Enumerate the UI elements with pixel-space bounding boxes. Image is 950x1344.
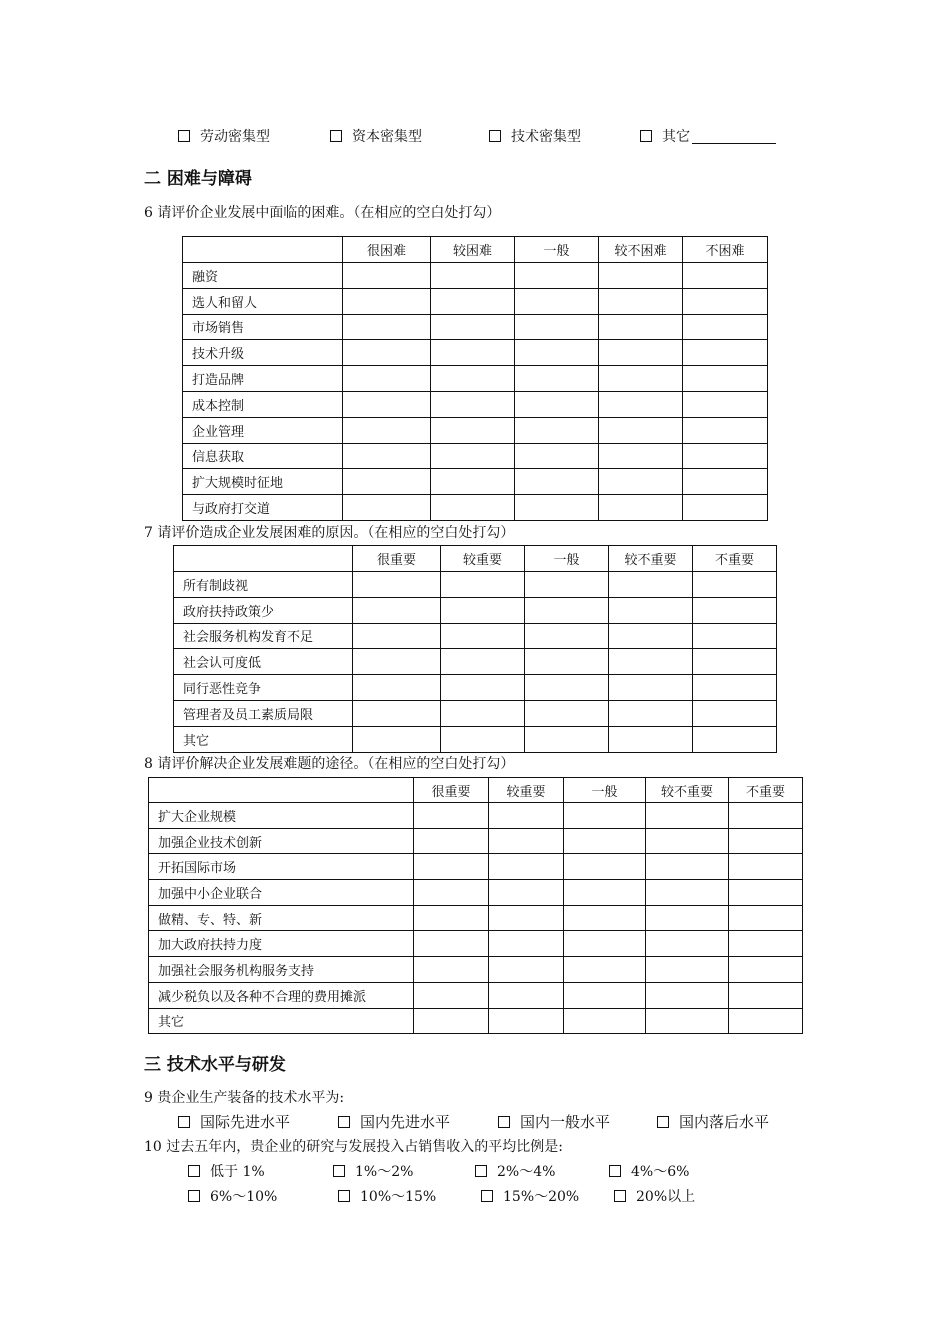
table-row <box>174 675 777 701</box>
rating-cell[interactable] <box>431 263 515 289</box>
rating-cell[interactable] <box>343 495 431 521</box>
rating-cell[interactable] <box>353 675 441 701</box>
rating-cell[interactable] <box>729 905 803 931</box>
table-row <box>174 649 777 675</box>
rating-cell[interactable] <box>343 263 431 289</box>
rating-cell[interactable] <box>343 443 431 469</box>
rating-cell[interactable] <box>353 623 441 649</box>
table-row <box>149 803 803 829</box>
rating-cell[interactable] <box>683 366 768 392</box>
row-label: 加强中小企业联合 <box>149 880 414 906</box>
rating-cell[interactable] <box>525 572 609 598</box>
row-label: 社会服务机构发育不足 <box>174 623 353 649</box>
rating-cell[interactable] <box>599 314 683 340</box>
column-header: 一般 <box>525 546 609 572</box>
rating-cell[interactable] <box>515 443 599 469</box>
rating-cell[interactable] <box>489 803 564 829</box>
checkbox[interactable] <box>178 1116 190 1128</box>
rating-cell[interactable] <box>441 649 525 675</box>
rating-cell[interactable] <box>729 982 803 1008</box>
question-7-text: 7 请评价造成企业发展困难的原因。（在相应的空白处打勾） <box>144 525 515 541</box>
column-header: 较重要 <box>441 546 525 572</box>
row-label: 与政府打交道 <box>183 495 343 521</box>
rating-cell[interactable] <box>564 854 646 880</box>
rating-cell[interactable] <box>515 366 599 392</box>
rating-cell[interactable] <box>683 314 768 340</box>
checkbox[interactable] <box>188 1190 200 1202</box>
rating-cell[interactable] <box>525 597 609 623</box>
rating-cell[interactable] <box>441 572 525 598</box>
column-header: 不困难 <box>683 237 768 263</box>
rating-cell[interactable] <box>353 597 441 623</box>
rating-cell[interactable] <box>525 700 609 726</box>
checkbox[interactable] <box>481 1190 493 1202</box>
rating-cell[interactable] <box>414 905 489 931</box>
column-header: 较不重要 <box>609 546 693 572</box>
section-heading-tech: 三 技术水平与研发 <box>144 1055 286 1075</box>
option-tech-intensive[interactable]: 技术密集型 <box>489 128 581 146</box>
rating-cell[interactable] <box>431 469 515 495</box>
column-header: 较重要 <box>489 778 564 803</box>
rating-cell[interactable] <box>564 880 646 906</box>
rating-cell[interactable] <box>515 263 599 289</box>
column-header: 较困难 <box>431 237 515 263</box>
option-rd-10-15[interactable]: 10%～15% <box>338 1188 436 1206</box>
row-label: 所有制歧视 <box>174 572 353 598</box>
rating-cell[interactable] <box>525 649 609 675</box>
rating-cell[interactable] <box>646 1008 729 1034</box>
row-label: 其它 <box>174 726 353 752</box>
checkbox[interactable] <box>498 1116 510 1128</box>
table-row <box>183 469 768 495</box>
row-label: 扩大规模时征地 <box>183 469 343 495</box>
rating-cell[interactable] <box>353 726 441 752</box>
table-row <box>149 880 803 906</box>
row-label: 减少税负以及各种不合理的费用摊派 <box>149 982 414 1008</box>
rating-cell[interactable] <box>599 391 683 417</box>
rating-cell[interactable] <box>609 597 693 623</box>
rating-cell[interactable] <box>489 854 564 880</box>
question-6-text: 6 请评价企业发展中面临的困难。（在相应的空白处打勾） <box>144 205 501 221</box>
column-header: 不重要 <box>693 546 777 572</box>
difficulty-rating-table <box>182 236 768 521</box>
rating-cell[interactable] <box>609 649 693 675</box>
rating-cell[interactable] <box>441 597 525 623</box>
rating-cell[interactable] <box>489 957 564 983</box>
rating-cell[interactable] <box>431 391 515 417</box>
checkbox[interactable] <box>475 1165 487 1177</box>
column-header: 较不困难 <box>599 237 683 263</box>
checkbox[interactable] <box>640 130 652 142</box>
rating-cell[interactable] <box>609 572 693 598</box>
option-rd-4-6[interactable]: 4%～6% <box>609 1163 689 1181</box>
table-row <box>149 931 803 957</box>
table-row <box>183 314 768 340</box>
table-row <box>183 263 768 289</box>
option-rd-2-4[interactable]: 2%～4% <box>475 1163 555 1181</box>
rating-cell[interactable] <box>599 263 683 289</box>
rating-cell[interactable] <box>431 443 515 469</box>
rating-cell[interactable] <box>729 1008 803 1034</box>
cause-rating-table <box>173 545 777 753</box>
rating-cell[interactable] <box>441 726 525 752</box>
table-row <box>183 366 768 392</box>
checkbox[interactable] <box>614 1190 626 1202</box>
table-row <box>183 443 768 469</box>
rating-cell[interactable] <box>646 931 729 957</box>
option-domestic-average[interactable]: 国内一般水平 <box>498 1113 610 1131</box>
rating-cell[interactable] <box>609 700 693 726</box>
rating-cell[interactable] <box>343 417 431 443</box>
table-row <box>174 726 777 752</box>
table-row <box>149 957 803 983</box>
option-domestic-lagging[interactable]: 国内落后水平 <box>657 1113 769 1131</box>
option-rd-15-20[interactable]: 15%～20% <box>481 1188 579 1206</box>
column-header: 很重要 <box>414 778 489 803</box>
column-header: 一般 <box>515 237 599 263</box>
table-row <box>183 495 768 521</box>
row-label: 其它 <box>149 1008 414 1034</box>
checkbox[interactable] <box>178 130 190 142</box>
section-heading-difficulties: 二 困难与障碍 <box>144 169 252 189</box>
checkbox[interactable] <box>330 130 342 142</box>
rating-cell[interactable] <box>599 366 683 392</box>
row-label: 管理者及员工素质局限 <box>174 700 353 726</box>
rating-cell[interactable] <box>414 957 489 983</box>
rating-cell[interactable] <box>414 854 489 880</box>
option-rd-1-2[interactable]: 1%～2% <box>333 1163 413 1181</box>
rating-cell[interactable] <box>609 623 693 649</box>
rating-cell[interactable] <box>609 726 693 752</box>
row-label: 市场销售 <box>183 314 343 340</box>
rating-cell[interactable] <box>646 982 729 1008</box>
rating-cell[interactable] <box>564 1008 646 1034</box>
question-10-text: 10 过去五年内，贵企业的研究与发展投入占销售收入的平均比例是: <box>144 1139 563 1155</box>
rating-cell[interactable] <box>414 1008 489 1034</box>
table-row <box>174 597 777 623</box>
row-label: 打造品牌 <box>183 366 343 392</box>
table-row <box>183 417 768 443</box>
rating-cell[interactable] <box>353 700 441 726</box>
column-header: 较不重要 <box>646 778 729 803</box>
rating-cell[interactable] <box>729 957 803 983</box>
rating-cell[interactable] <box>515 314 599 340</box>
rating-cell[interactable] <box>343 366 431 392</box>
rating-cell[interactable] <box>693 572 777 598</box>
rating-cell[interactable] <box>683 443 768 469</box>
checkbox[interactable] <box>338 1116 350 1128</box>
option-other[interactable]: 其它 <box>640 128 776 146</box>
column-header: 一般 <box>564 778 646 803</box>
solution-rating-table <box>148 777 803 1034</box>
rating-cell[interactable] <box>489 828 564 854</box>
rating-cell[interactable] <box>515 288 599 314</box>
rating-cell[interactable] <box>515 391 599 417</box>
rating-cell[interactable] <box>599 340 683 366</box>
table-row <box>174 623 777 649</box>
row-label: 开拓国际市场 <box>149 854 414 880</box>
rating-cell[interactable] <box>729 828 803 854</box>
rating-cell[interactable] <box>414 803 489 829</box>
rating-cell[interactable] <box>414 931 489 957</box>
rating-cell[interactable] <box>414 880 489 906</box>
rating-cell[interactable] <box>343 314 431 340</box>
rating-cell[interactable] <box>683 340 768 366</box>
rating-cell[interactable] <box>343 340 431 366</box>
rating-cell[interactable] <box>683 288 768 314</box>
question-8-text: 8 请评价解决企业发展难题的途径。（在相应的空白处打勾） <box>144 756 515 772</box>
rating-cell[interactable] <box>646 828 729 854</box>
rating-cell[interactable] <box>353 572 441 598</box>
rating-cell[interactable] <box>609 675 693 701</box>
rating-cell[interactable] <box>693 700 777 726</box>
checkbox[interactable] <box>489 130 501 142</box>
table-row <box>183 391 768 417</box>
question-9-text: 9 贵企业生产装备的技术水平为: <box>144 1090 345 1106</box>
rating-cell[interactable] <box>693 649 777 675</box>
rating-cell[interactable] <box>683 495 768 521</box>
table-header-row <box>149 778 803 803</box>
rating-cell[interactable] <box>441 700 525 726</box>
rating-cell[interactable] <box>646 880 729 906</box>
rating-cell[interactable] <box>431 366 515 392</box>
rating-cell[interactable] <box>564 931 646 957</box>
rating-cell[interactable] <box>683 391 768 417</box>
row-label: 同行恶性竞争 <box>174 675 353 701</box>
option-capital-intensive[interactable]: 资本密集型 <box>330 128 422 146</box>
row-label: 信息获取 <box>183 443 343 469</box>
rating-cell[interactable] <box>564 905 646 931</box>
rating-cell[interactable] <box>441 675 525 701</box>
rating-cell[interactable] <box>599 495 683 521</box>
option-domestic-advanced[interactable]: 国内先进水平 <box>338 1113 450 1131</box>
option-rd-below-1[interactable]: 低于 1% <box>188 1163 265 1181</box>
checkbox[interactable] <box>188 1165 200 1177</box>
row-label: 企业管理 <box>183 417 343 443</box>
row-label: 政府扶持政策少 <box>174 597 353 623</box>
rating-cell[interactable] <box>693 726 777 752</box>
rating-cell[interactable] <box>343 288 431 314</box>
table-row <box>149 854 803 880</box>
rating-cell[interactable] <box>414 828 489 854</box>
table-row <box>149 1008 803 1034</box>
row-label: 成本控制 <box>183 391 343 417</box>
rating-cell[interactable] <box>683 469 768 495</box>
rating-cell[interactable] <box>489 982 564 1008</box>
rating-cell[interactable] <box>646 854 729 880</box>
checkbox[interactable] <box>609 1165 621 1177</box>
rating-cell[interactable] <box>599 443 683 469</box>
rating-cell[interactable] <box>599 288 683 314</box>
rating-cell[interactable] <box>646 905 729 931</box>
rating-cell[interactable] <box>525 675 609 701</box>
rating-cell[interactable] <box>693 623 777 649</box>
row-label: 融资 <box>183 263 343 289</box>
rating-cell[interactable] <box>515 495 599 521</box>
option-rd-6-10[interactable]: 6%～10% <box>188 1188 277 1206</box>
rating-cell[interactable] <box>729 854 803 880</box>
row-label: 技术升级 <box>183 340 343 366</box>
fill-in-blank[interactable] <box>692 130 776 144</box>
table-row <box>183 288 768 314</box>
table-row <box>149 982 803 1008</box>
rating-cell[interactable] <box>489 905 564 931</box>
row-label: 加大政府扶持力度 <box>149 931 414 957</box>
rating-cell[interactable] <box>414 982 489 1008</box>
rating-cell[interactable] <box>431 288 515 314</box>
rating-cell[interactable] <box>515 469 599 495</box>
rating-cell[interactable] <box>431 417 515 443</box>
option-rd-above-20[interactable]: 20%以上 <box>614 1188 695 1206</box>
table-row <box>149 905 803 931</box>
rating-cell[interactable] <box>525 623 609 649</box>
rating-cell[interactable] <box>599 469 683 495</box>
rating-cell[interactable] <box>564 957 646 983</box>
rating-cell[interactable] <box>431 314 515 340</box>
rating-cell[interactable] <box>343 469 431 495</box>
column-header: 很重要 <box>353 546 441 572</box>
table-row <box>149 828 803 854</box>
rating-cell[interactable] <box>683 263 768 289</box>
rating-cell[interactable] <box>729 880 803 906</box>
row-label: 社会认可度低 <box>174 649 353 675</box>
checkbox[interactable] <box>338 1190 350 1202</box>
row-label: 做精、专、特、新 <box>149 905 414 931</box>
rating-cell[interactable] <box>353 649 441 675</box>
checkbox[interactable] <box>657 1116 669 1128</box>
rating-cell[interactable] <box>646 957 729 983</box>
rating-cell[interactable] <box>431 340 515 366</box>
rating-cell[interactable] <box>693 675 777 701</box>
rating-cell[interactable] <box>729 803 803 829</box>
rating-cell[interactable] <box>729 931 803 957</box>
option-intl-advanced[interactable]: 国际先进水平 <box>178 1113 290 1131</box>
column-header: 很困难 <box>343 237 431 263</box>
rating-cell[interactable] <box>489 931 564 957</box>
rating-cell[interactable] <box>489 1008 564 1034</box>
rating-cell[interactable] <box>525 726 609 752</box>
row-label: 扩大企业规模 <box>149 803 414 829</box>
column-header: 不重要 <box>729 778 803 803</box>
rating-cell[interactable] <box>564 803 646 829</box>
rating-cell[interactable] <box>441 623 525 649</box>
rating-cell[interactable] <box>515 417 599 443</box>
checkbox[interactable] <box>333 1165 345 1177</box>
rating-cell[interactable] <box>646 803 729 829</box>
table-row <box>174 572 777 598</box>
rating-cell[interactable] <box>431 495 515 521</box>
rating-cell[interactable] <box>564 828 646 854</box>
table-header-row <box>183 237 768 263</box>
rating-cell[interactable] <box>693 597 777 623</box>
rating-cell[interactable] <box>564 982 646 1008</box>
table-row <box>183 340 768 366</box>
table-row <box>174 700 777 726</box>
option-labor-intensive[interactable]: 劳动密集型 <box>178 128 270 146</box>
rating-cell[interactable] <box>515 340 599 366</box>
row-label: 加强社会服务机构服务支持 <box>149 957 414 983</box>
row-label: 加强企业技术创新 <box>149 828 414 854</box>
row-label: 选人和留人 <box>183 288 343 314</box>
rating-cell[interactable] <box>489 880 564 906</box>
table-header-row <box>174 546 777 572</box>
rating-cell[interactable] <box>683 417 768 443</box>
rating-cell[interactable] <box>599 417 683 443</box>
rating-cell[interactable] <box>343 391 431 417</box>
